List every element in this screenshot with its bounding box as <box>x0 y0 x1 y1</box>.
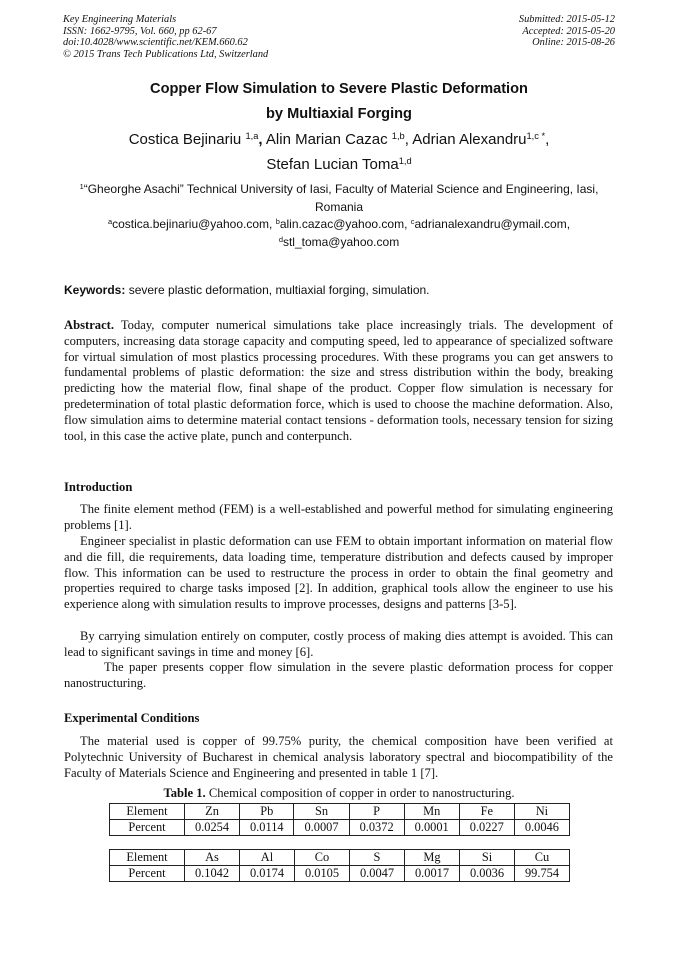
author-name: Alin Marian Cazac <box>265 131 388 148</box>
row-header: Element <box>110 850 185 866</box>
table-caption <box>0 786 678 801</box>
title-line-2: by Multiaxial Forging <box>266 106 412 122</box>
paragraph: The finite element method (FEM) is a well-established and powerful method for simulating engineering problems [1]. <box>64 502 613 532</box>
table-cell: 0.0105 <box>295 866 350 882</box>
journal-info <box>63 14 268 60</box>
table-cell: 0.0017 <box>405 866 460 882</box>
author-sup: 1,d <box>398 155 412 166</box>
email-sup: a <box>107 216 113 226</box>
paragraph: The material used is copper of 99.75% purity, the chemical composition have been verified at Polytechnic University of Bucharest in chemical analysis laboratory spectral and biocompatibility of the Faculty of Materials Science and Engineering and presented in table 1 [7]. <box>64 734 613 780</box>
row-header: Element <box>110 804 185 820</box>
table-cell: Ni <box>514 804 569 820</box>
accepted-date: Accepted: 2015-05-20 <box>522 25 615 37</box>
online-date: Online: 2015-08-26 <box>532 37 615 49</box>
abstract <box>64 318 613 444</box>
table-caption-text: Chemical composition of copper in order to nanostructuring. <box>208 786 515 800</box>
keywords-label: Keywords: <box>64 283 126 297</box>
authors-line-2 <box>0 156 678 173</box>
journal-name: Key Engineering Materials <box>63 14 177 25</box>
table-cell: S <box>350 850 405 866</box>
table-cell: Sn <box>294 804 349 820</box>
table-cell: 0.0254 <box>185 820 240 836</box>
email-sup: c <box>410 216 415 226</box>
author-sup: 1,c * <box>526 130 546 141</box>
keywords <box>64 283 430 297</box>
table-cell: Pb <box>240 804 294 820</box>
table-cell: 0.0114 <box>240 820 294 836</box>
table-cell: Co <box>295 850 350 866</box>
email-link[interactable]: alin.cazac@yahoo.com, <box>279 217 408 231</box>
table-cell: 0.0227 <box>459 820 514 836</box>
issn: ISSN: 1662-9795, Vol. 660, pp 62-67 <box>63 25 217 37</box>
authors-line-1: Costica Bejinariu $^{1,a}$, Alin Marian Cazac $^{1,b}$, Adrian Alexandru$^{1,c *}$, <box>128 130 550 148</box>
author-sup: 1,a <box>245 130 259 141</box>
table-cell: 0.0174 <box>240 866 295 882</box>
author-name: Adrian Alexandru <box>412 131 527 148</box>
email-link[interactable]: stl_toma@yahoo.com <box>282 235 400 249</box>
composition-table-part-2 <box>109 849 570 882</box>
dates-info <box>519 14 615 49</box>
email-link[interactable]: costica.bejinariu@yahoo.com, <box>112 217 273 231</box>
title-line-1: Copper Flow Simulation to Severe Plastic Deformation <box>150 81 528 97</box>
copyright: © 2015 Trans Tech Publications Ltd, Switzerland <box>63 48 269 60</box>
doi: doi:10.4028/www.scientific.net/KEM.660.62 <box>63 37 248 49</box>
row-header: Percent <box>110 820 185 836</box>
table-cell: Zn <box>185 804 240 820</box>
affiliation-sup: 1 <box>79 181 84 191</box>
table-caption-label: Table 1. <box>163 786 206 800</box>
table-cell: Mg <box>405 850 460 866</box>
paragraph: The paper presents copper flow simulation in the severe plastic deformation process for copper nanostructuring. <box>64 660 613 690</box>
author-name: Stefan Lucian Toma <box>266 156 399 173</box>
table-row <box>110 866 570 882</box>
table-row <box>110 804 570 820</box>
submitted-date: Submitted: 2015-05-12 <box>518 14 615 25</box>
paragraph: By carrying simulation entirely on computer, costly process of making dies attempt is avoided. This can lead to significant savings in time and money [6]. <box>64 629 613 659</box>
table-cell: 99.754 <box>515 866 570 882</box>
table-cell: 0.1042 <box>185 866 240 882</box>
table-cell: P <box>349 804 404 820</box>
row-header: Percent <box>110 866 185 882</box>
table-cell: 0.0007 <box>294 820 349 836</box>
table-row <box>110 850 570 866</box>
keywords-text: severe plastic deformation, multiaxial forging, simulation. <box>128 283 430 297</box>
affiliation <box>60 181 618 216</box>
abstract-label: Abstract. <box>64 318 115 332</box>
email-sup: d <box>278 234 283 244</box>
table-cell: Mn <box>404 804 459 820</box>
paragraph: Engineer specialist in plastic deformation can use FEM to obtain important information on material flow and die fill, die requirements, data loading time, temperature distribution and defects caused by improper flow. This information can be used to restructure the process in order to obtain the final geometry and properties required to charge tasks imposed [2]. In addition, graphical tools allow the engineer to use his experience along with simulation results to improve processes, designs and patterns [3-5]. <box>64 534 613 612</box>
table-row <box>110 820 570 836</box>
table-cell: Fe <box>459 804 514 820</box>
table-cell: Cu <box>515 850 570 866</box>
table-cell: Si <box>460 850 515 866</box>
table-cell: As <box>185 850 240 866</box>
abstract-text: Today, computer numerical simulations take place increasingly trials. The development of computers, increasing data storage capacity and computing speed, led to appearance of specialized software for virtual simulation of most plastics processing procedures. With these programs you can get answers to fundamental problems of plastic deformation: the size and stress distribution within the body, breaking predicting how the material flow, final shape of the product. Copper flow simulation is necessary for predetermination of total plastic deformation force, which is used to choose the machine deformation. Also, flow simulation aims to determine material contact tensions - deformation tools, necessary tension for sizing tool, in this case the active plate, punch and conterpunch. <box>64 318 614 443</box>
author-sup: 1,b <box>391 130 405 141</box>
section-heading-experimental: Experimental Conditions <box>64 711 200 725</box>
composition-table-part-1 <box>109 803 570 836</box>
table-cell: Al <box>240 850 295 866</box>
table-cell: 0.0372 <box>349 820 404 836</box>
email-sup: b <box>275 216 280 226</box>
author-name: Costica Bejinariu <box>128 131 242 148</box>
affiliation-text: “Gheorghe Asachi” Technical University of Iasi, Faculty of Material Science and Engineering, Iasi, Romania <box>83 182 599 214</box>
section-heading-introduction: Introduction <box>64 480 133 494</box>
table-cell: 0.0001 <box>404 820 459 836</box>
table-cell: 0.0036 <box>460 866 515 882</box>
email-link[interactable]: adrianalexandru@ymail.com, <box>414 217 571 231</box>
table-cell: 0.0047 <box>350 866 405 882</box>
table-cell: 0.0046 <box>514 820 569 836</box>
email-list <box>60 216 618 252</box>
